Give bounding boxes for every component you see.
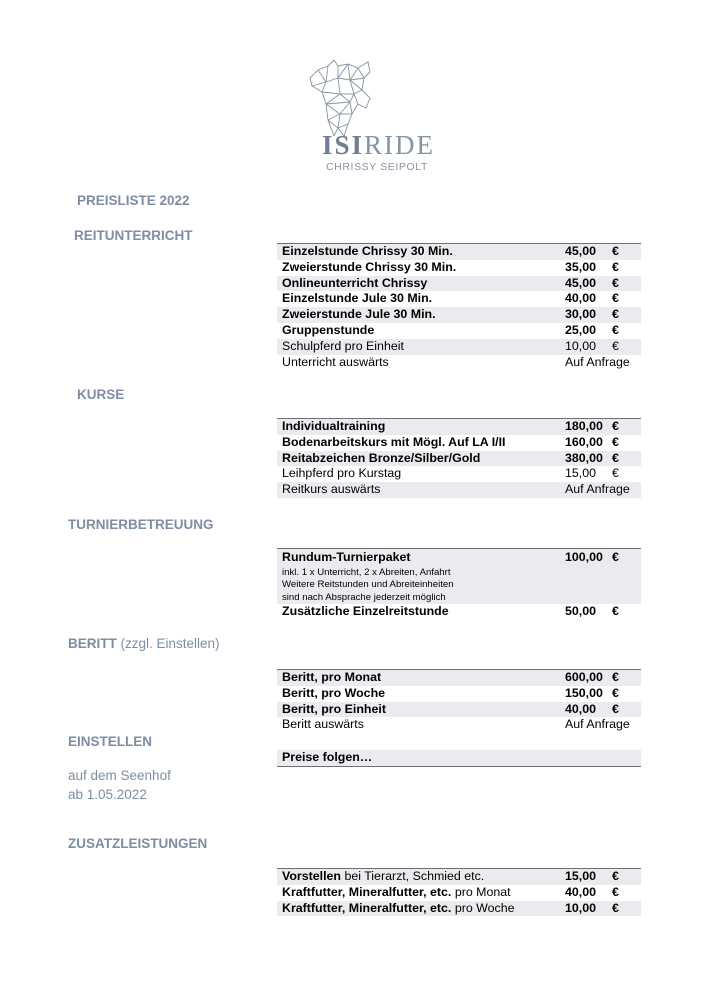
table-row: [277, 869, 641, 885]
item-name: Zweierstunde Jule 30 Min.: [282, 307, 436, 322]
table-row: [277, 244, 641, 260]
table-row: [277, 260, 641, 276]
item-name: Beritt, pro Monat: [282, 670, 382, 684]
item-price: 15,00: [565, 869, 597, 883]
item-name: Einzelstunde Chrissy 30 Min.: [282, 244, 453, 258]
item-price: 50,00: [565, 604, 597, 618]
item-price: 30,00: [565, 307, 597, 322]
item-name: Preise folgen…: [282, 750, 373, 764]
table-row: [277, 885, 641, 901]
section-heading-kurse: KURSE: [77, 387, 125, 402]
table-row: [277, 549, 641, 604]
item-name-regular: pro Monat: [451, 884, 511, 899]
item-currency: €: [612, 244, 619, 258]
item-currency: €: [612, 450, 619, 465]
item-currency: €: [612, 701, 619, 716]
item-price: Auf Anfrage: [565, 717, 630, 732]
item-currency: €: [612, 900, 619, 915]
item-price: 35,00: [565, 259, 597, 274]
item-name-bold: Kraftfutter, Mineralfutter, etc.: [282, 884, 452, 899]
note-line: ab 1.05.2022: [68, 787, 147, 802]
item-currency: €: [612, 322, 619, 337]
item-price: 40,00: [565, 701, 597, 716]
table-row: [277, 482, 641, 498]
item-name: Leihpferd pro Kurstag: [282, 466, 402, 481]
price-table-kurse: [277, 418, 641, 498]
price-table-einstellen: [277, 750, 641, 767]
table-row: [277, 276, 641, 292]
item-description: [282, 567, 454, 604]
item-currency: €: [612, 419, 619, 433]
item-currency: €: [612, 466, 619, 481]
item-name-bold: Vorstellen: [282, 869, 341, 883]
item-price: 45,00: [565, 275, 597, 290]
table-row: [277, 901, 641, 917]
table-row: [277, 291, 641, 307]
table-row: [277, 435, 641, 451]
desc-line: Weitere Reitstunden und Abreiteinheiten: [282, 579, 454, 591]
note-line: auf dem Seenhof: [68, 768, 171, 783]
item-name: Unterricht auswärts: [282, 354, 389, 369]
desc-line: sind nach Absprache jederzeit möglich: [282, 591, 446, 603]
price-table-reitunterricht: [277, 243, 641, 370]
item-price: 10,00: [565, 900, 597, 915]
desc-line: inkl. 1 x Unterricht, 2 x Abreiten, Anfahrt: [282, 567, 451, 578]
horse-head-icon: [304, 58, 374, 140]
brand-bold: ISI: [322, 130, 365, 160]
item-price: 160,00: [565, 434, 603, 449]
item-currency: €: [612, 869, 619, 883]
price-table-zusatz: [277, 868, 641, 916]
price-table-beritt: [277, 669, 641, 733]
item-name: Schulpferd pro Einheit: [282, 338, 404, 353]
item-price: Auf Anfrage: [565, 354, 630, 369]
item-name: [282, 901, 515, 917]
item-currency: €: [612, 604, 619, 618]
einstellen-note: [68, 766, 171, 804]
table-row: [277, 604, 641, 620]
table-row: [277, 323, 641, 339]
item-price: 100,00: [565, 550, 603, 564]
item-name: Zweierstunde Chrissy 30 Min.: [282, 259, 457, 274]
item-price: 15,00: [565, 466, 597, 481]
item-currency: €: [612, 685, 619, 700]
item-name-regular: bei Tierarzt, Schmied etc.: [341, 869, 485, 883]
table-row: [277, 466, 641, 482]
item-name: Gruppenstunde: [282, 322, 375, 337]
brand-name: [322, 130, 442, 161]
heading-text: BERITT: [68, 636, 117, 651]
table-row: [277, 750, 641, 766]
item-price: Auf Anfrage: [565, 482, 630, 497]
item-price: 150,00: [565, 685, 603, 700]
item-currency: €: [612, 307, 619, 322]
item-name-bold: Kraftfutter, Mineralfutter, etc.: [282, 900, 452, 915]
item-currency: €: [612, 434, 619, 449]
item-price: 380,00: [565, 450, 603, 465]
item-name: Beritt auswärts: [282, 717, 364, 732]
item-name: [282, 885, 511, 901]
item-name: Beritt, pro Woche: [282, 685, 386, 700]
item-currency: €: [612, 275, 619, 290]
section-heading-turnier: TURNIERBETREUUNG: [68, 517, 214, 532]
item-currency: €: [612, 670, 619, 684]
item-currency: €: [612, 550, 619, 564]
price-table-turnier: [277, 548, 641, 620]
brand-subtitle: CHRISSY SEIPOLT: [326, 161, 428, 173]
table-row: [277, 686, 641, 702]
item-name: Beritt, pro Einheit: [282, 701, 386, 716]
logo: [300, 58, 436, 174]
page-title: PREISLISTE 2022: [77, 193, 190, 208]
table-row: [277, 355, 641, 371]
table-row: [277, 451, 641, 467]
item-price: 40,00: [565, 291, 597, 306]
table-row: [277, 670, 641, 686]
brand-light: RIDE: [364, 130, 436, 160]
item-price: 45,00: [565, 244, 597, 258]
item-price: 180,00: [565, 419, 603, 433]
table-row: [277, 419, 641, 435]
section-heading-beritt: [68, 636, 220, 651]
table-row: [277, 307, 641, 323]
section-heading-reitunterricht: REITUNTERRICHT: [74, 228, 193, 243]
item-name: Reitkurs auswärts: [282, 482, 381, 497]
item-name: Einzelstunde Jule 30 Min.: [282, 291, 433, 306]
item-currency: €: [612, 338, 619, 353]
item-name: Individualtraining: [282, 419, 386, 433]
section-heading-einstellen: EINSTELLEN: [68, 734, 153, 749]
heading-note: (zzgl. Einstellen): [120, 636, 220, 651]
item-name: Reitabzeichen Bronze/Silber/Gold: [282, 450, 481, 465]
table-row: [277, 339, 641, 355]
item-price: 10,00: [565, 338, 597, 353]
item-name: Rundum-Turnierpaket: [282, 550, 411, 564]
table-row: [277, 702, 641, 718]
item-name: Onlineunterricht Chrissy: [282, 275, 428, 290]
item-price: 600,00: [565, 670, 603, 684]
section-heading-zusatz: ZUSATZLEISTUNGEN: [68, 836, 208, 851]
item-name: Zusätzliche Einzelreitstunde: [282, 604, 449, 618]
item-name-regular: pro Woche: [451, 900, 515, 915]
item-price: 25,00: [565, 322, 597, 337]
item-currency: €: [612, 291, 619, 306]
item-name: Bodenarbeitskurs mit Mögl. Auf LA I/II: [282, 434, 506, 449]
item-currency: €: [612, 259, 619, 274]
item-currency: €: [612, 884, 619, 899]
table-row: [277, 717, 641, 733]
item-name: [282, 869, 484, 885]
item-price: 40,00: [565, 884, 597, 899]
